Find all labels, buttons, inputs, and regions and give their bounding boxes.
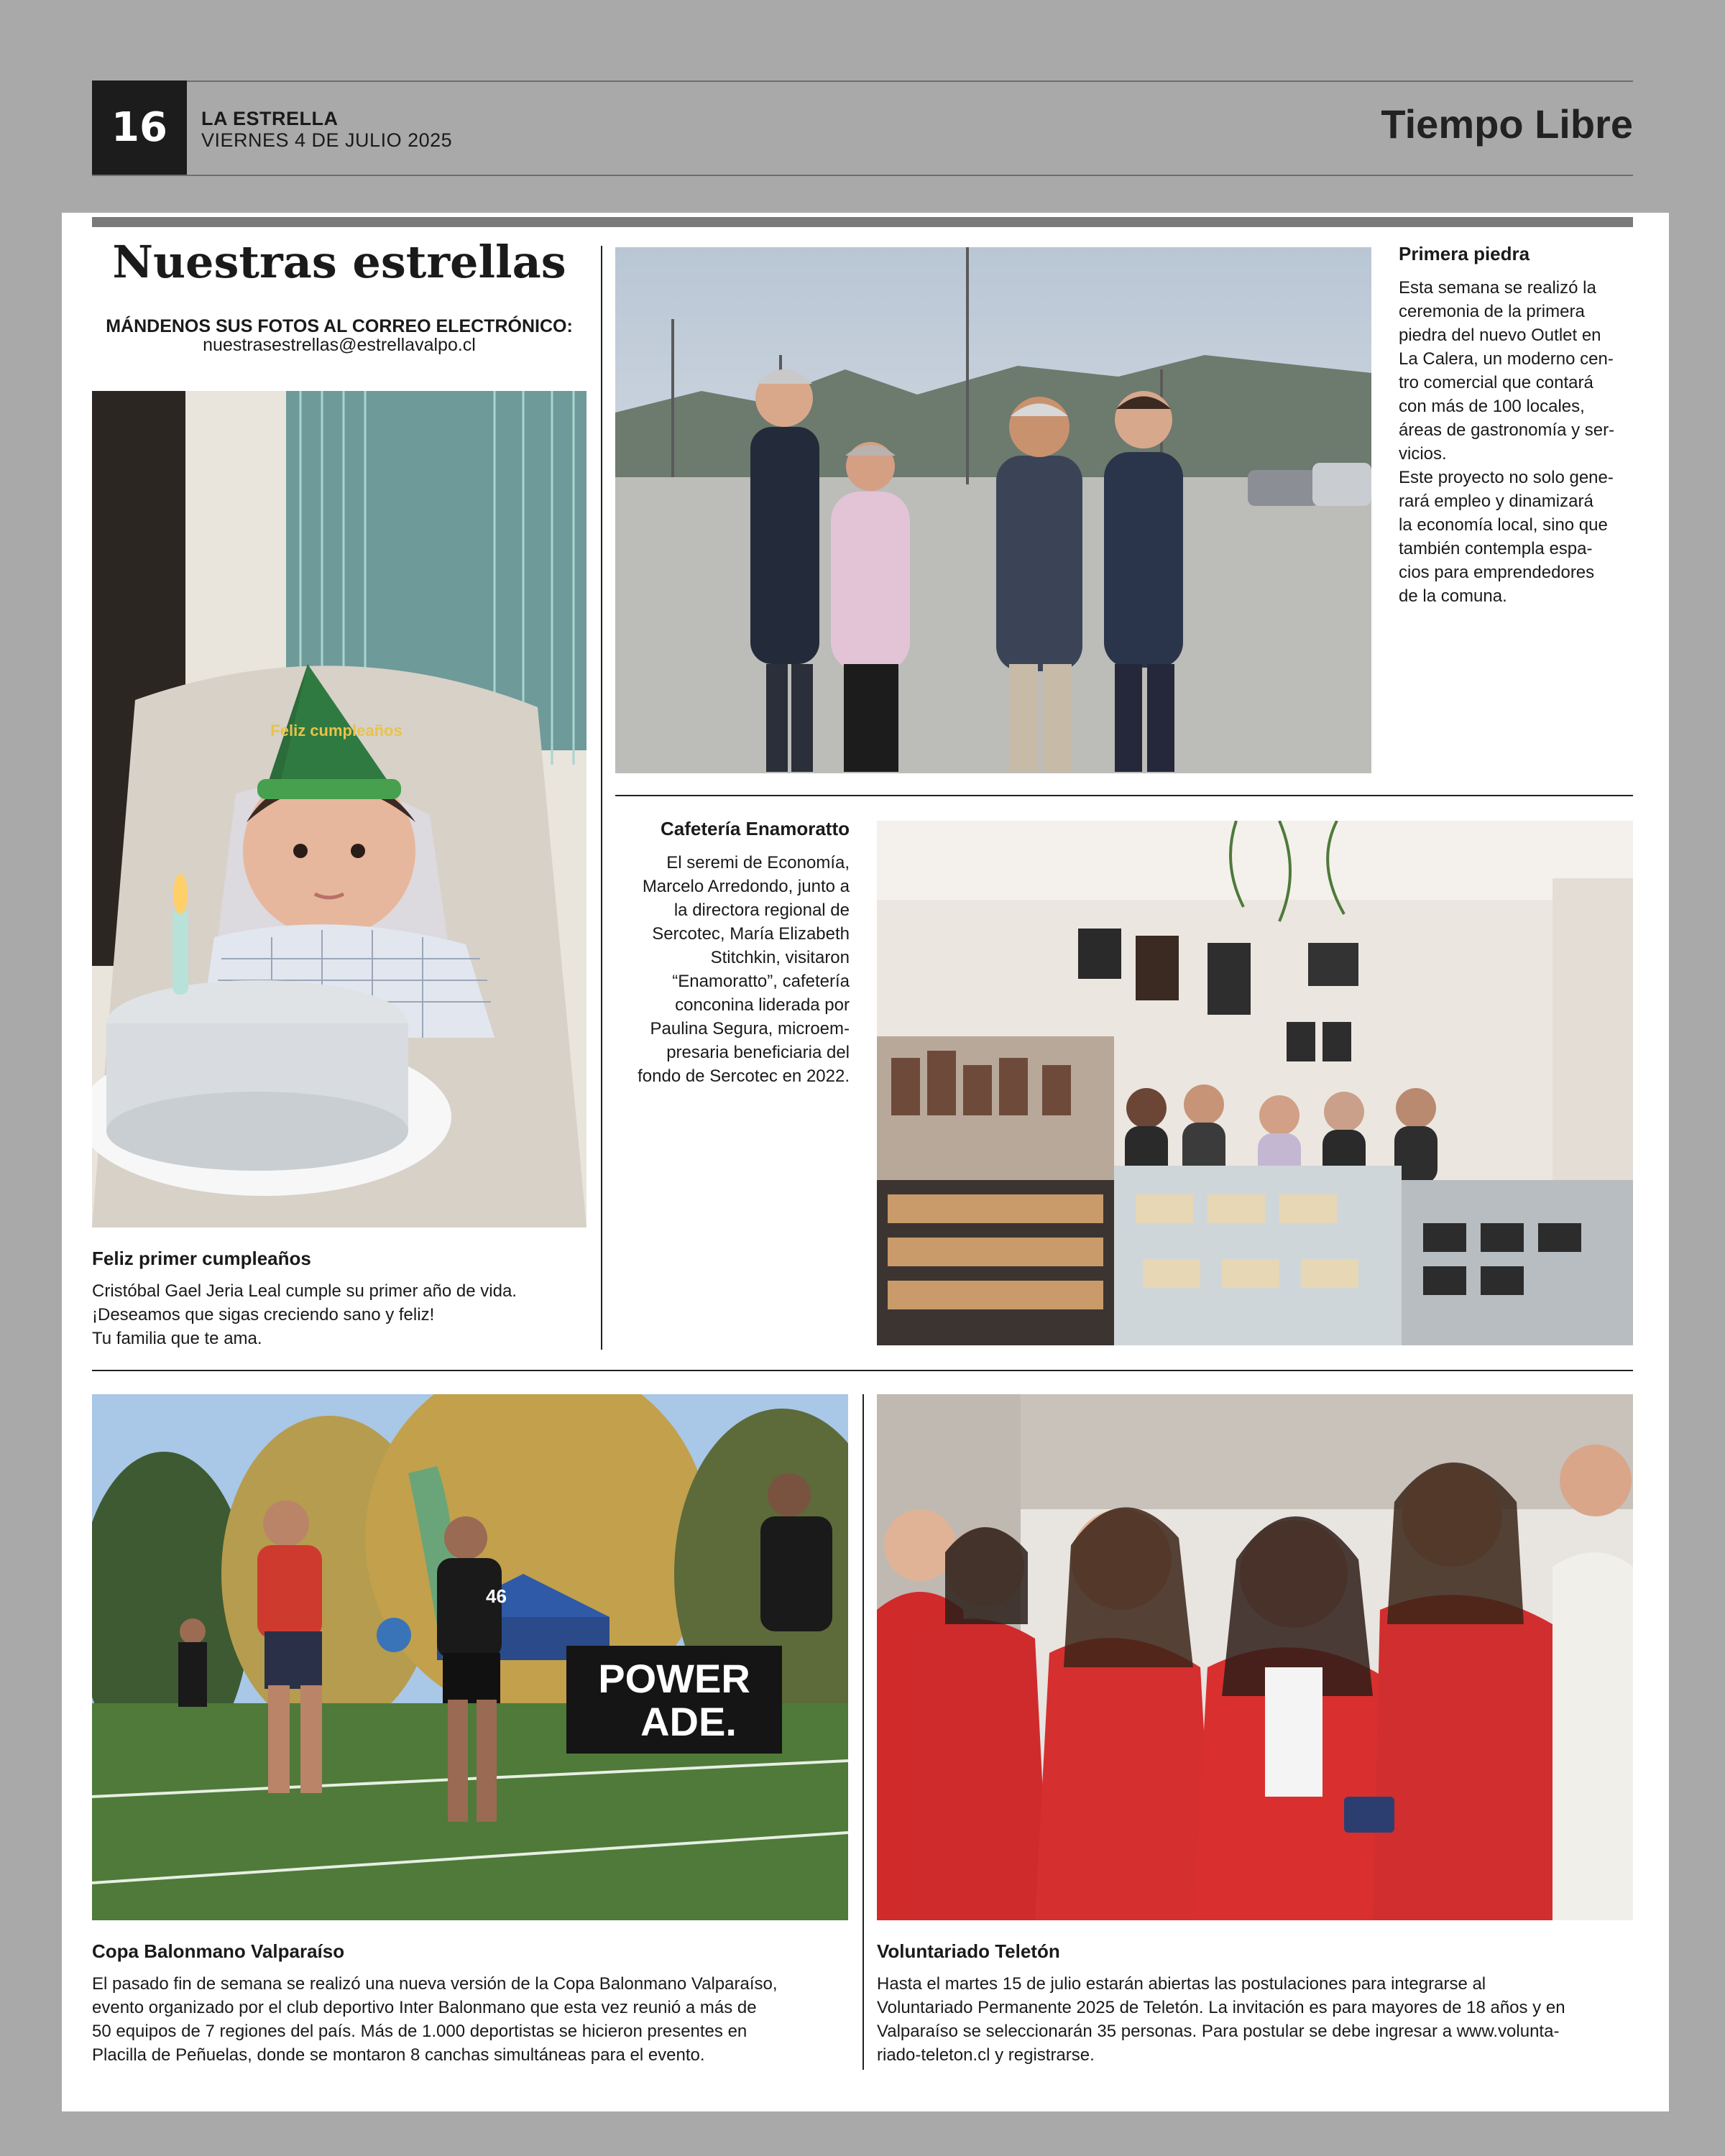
- page-number: 16: [92, 80, 187, 175]
- submission-label: MÁNDENOS SUS FOTOS AL CORREO ELECTRÓNICO:: [106, 316, 573, 336]
- birthday-title: Feliz primer cumpleaños: [92, 1248, 311, 1269]
- teleton-photo: [877, 1394, 1633, 1920]
- balonmano-photo: [92, 1394, 848, 1920]
- balonmano-text: El pasado fin de semana se realizó una nueva versión de la Copa Balonmano Valparaíso, evento organizado por el club deportivo Inter Balonmano que esta vez reunió a más de 50 equipos de 7 regiones del país. Más de 1.000 deportistas se hicieron presentes en Placilla de Peñuelas, donde se montaron 8 canchas simultáneas para el evento.: [92, 1974, 778, 2065]
- primera-piedra-photo: [615, 247, 1371, 773]
- header-rule-top: [92, 80, 1633, 82]
- primera-piedra-title: Primera piedra: [1399, 243, 1530, 264]
- birthday-photo: [92, 391, 586, 1227]
- teleton-title: Voluntariado Teletón: [877, 1940, 1060, 1962]
- row-divider-upper-right: [615, 795, 1633, 796]
- issue-date: VIERNES 4 DE JULIO 2025: [201, 129, 453, 151]
- section-top-rule: [92, 217, 1633, 227]
- column-divider-bottom: [862, 1394, 864, 2070]
- row-divider-middle: [92, 1370, 1633, 1371]
- teleton-text: Hasta el martes 15 de julio estarán abiertas las postulaciones para integrarse al Voluntariado Permanente 2025 de Teletón. La invitación es para mayores de 18 años y en Valparaíso se seleccionarán 35 personas. Para postular se debe ingresar a www.volunta- riado-teleton.cl y registrarse.: [877, 1974, 1565, 2065]
- cafeteria-text: El seremi de Economía, Marcelo Arredondo, junto a la directora regional de Sercotec, María Elizabeth Stitchkin, visitaron “Enamoratto”, cafetería conconina liderada por Paulina Segura, microem- presaria beneficiaria del fondo de Sercotec en 2022.: [638, 853, 850, 1086]
- cafeteria-photo: [877, 821, 1633, 1345]
- submission-email[interactable]: nuestrasestrellas@estrellavalpo.cl: [203, 335, 476, 355]
- column-divider-top: [601, 246, 602, 1350]
- section-title: Nuestras estrellas: [112, 236, 566, 288]
- banner-text-ade: ADE.: [640, 1699, 737, 1744]
- banner-text-power: POWER: [598, 1656, 750, 1701]
- party-hat-text: Feliz cumpleaños: [270, 722, 402, 740]
- balonmano-title: Copa Balonmano Valparaíso: [92, 1940, 345, 1962]
- cafeteria-title: Cafetería Enamoratto: [661, 818, 850, 839]
- birthday-text: Cristóbal Gael Jeria Leal cumple su primer año de vida. ¡Deseamos que sigas creciendo sano y feliz! Tu familia que te ama.: [92, 1281, 517, 1348]
- primera-piedra-text: Esta semana se realizó la ceremonia de la primera piedra del nuevo Outlet en La Calera, un moderno cen- tro comercial que contará con más de 100 locales, áreas de gastronomía y ser- vicios. Este proyecto no solo gene- rará empleo y dinamizará la economía local, sino que también contempla espa- cios para emprendedores de la comuna.: [1399, 278, 1615, 606]
- jersey-number: 46: [486, 1585, 507, 1607]
- paper-name: LA ESTRELLA: [201, 108, 339, 129]
- header-rule-bottom: [92, 175, 1633, 176]
- section-name: Tiempo Libre: [1381, 101, 1633, 147]
